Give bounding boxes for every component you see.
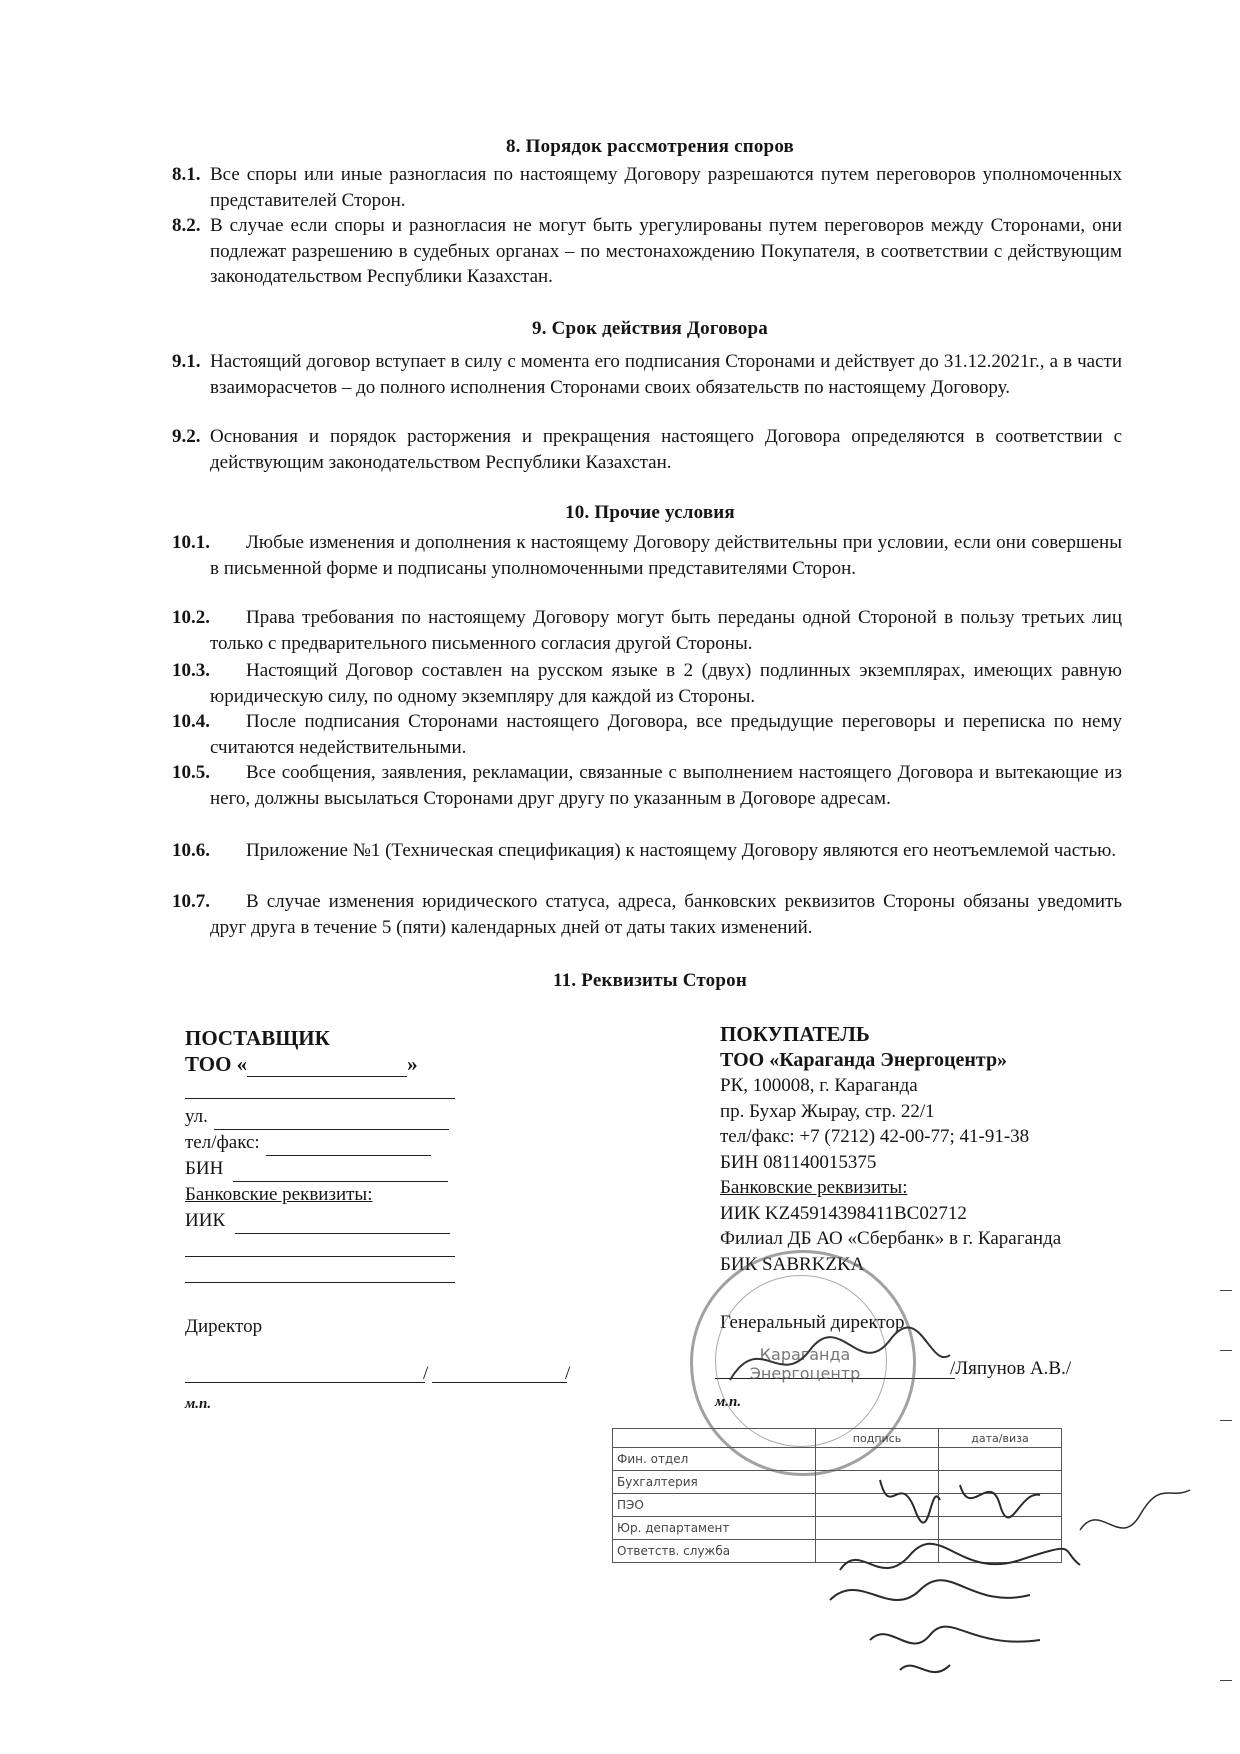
approval-dept: Ответств. служба bbox=[613, 1540, 816, 1563]
approval-dept: Бухгалтерия bbox=[613, 1471, 816, 1494]
buyer-position: Генеральный директор bbox=[720, 1312, 905, 1333]
buyer-mp: м.п. bbox=[715, 1394, 742, 1410]
approval-dept: ПЭО bbox=[613, 1494, 816, 1517]
clause-text: Настоящий договор вступает в силу с момента его подписания Сторонами и действует до 31.12.2021г., а в части взаиморасчетов – до полного исполнения Сторонами своих обязательств по настоящему Договору. bbox=[210, 351, 1122, 398]
clause-10-3 bbox=[172, 658, 1122, 709]
buyer-address-2: пр. Бухар Жырау, стр. 22/1 bbox=[720, 1100, 935, 1122]
clause-text: Основания и порядок расторжения и прекращения настоящего Договора определяются в соответствии с действующим законодательством Республики Казахстан. bbox=[210, 426, 1122, 473]
supplier-block bbox=[185, 1026, 465, 1077]
clause-9-1 bbox=[172, 349, 1122, 400]
supplier-street bbox=[185, 1104, 449, 1130]
clause-number: 10.2. bbox=[172, 607, 210, 628]
clause-10-4 bbox=[172, 709, 1122, 760]
buyer-bik: БИК SABRKZKA bbox=[720, 1253, 865, 1275]
clause-number: 10.3. bbox=[172, 660, 210, 681]
clause-8-1 bbox=[172, 162, 1122, 213]
buyer-org: ТОО «Караганда Энергоцентр» bbox=[720, 1048, 1008, 1071]
clause-10-5 bbox=[172, 760, 1122, 811]
director-signature bbox=[720, 1320, 960, 1400]
clause-number: 8.1. bbox=[172, 164, 201, 185]
clause-number: 9.2. bbox=[172, 426, 201, 447]
section-9-title: 9. Срок действия Договора bbox=[532, 318, 768, 339]
supplier-bin-label: БИН bbox=[185, 1158, 224, 1179]
clause-number: 10.1. bbox=[172, 532, 210, 553]
buyer-bin: БИН 081140015375 bbox=[720, 1151, 877, 1173]
clause-text: В случае изменения юридического статуса, адреса, банковских реквизитов Стороны обязаны уведомить друг друга в течение 5 (пяти) календарных дней от даты таких изменений. bbox=[210, 891, 1122, 938]
clause-9-2 bbox=[172, 424, 1122, 475]
clause-text: В случае если споры и разногласия не могут быть урегулированы путем переговоров между Сторонами, они подлежат разрешению в судебных органах – по местонахождению Покупателя, в соответствии с действующим законодательством Республики Казахстан. bbox=[210, 215, 1122, 287]
clause-10-1 bbox=[172, 530, 1122, 581]
buyer-bank: Филиал ДБ АО «Сбербанк» в г. Караганда bbox=[720, 1228, 1062, 1249]
supplier-mp: м.п. bbox=[185, 1396, 212, 1412]
supplier-org-prefix: ТОО « bbox=[185, 1051, 248, 1076]
section-10-title: 10. Прочие условия bbox=[565, 502, 735, 523]
supplier-sign-slash-1: / bbox=[423, 1363, 429, 1384]
stamp-text: Караганда Энергоцентр bbox=[749, 1345, 861, 1383]
approval-dept: Юр. департамент bbox=[613, 1517, 816, 1540]
supplier-org-blank bbox=[247, 1075, 407, 1077]
clause-number: 10.7. bbox=[172, 891, 210, 912]
approval-header-row bbox=[613, 1429, 1062, 1448]
supplier-org-suffix: » bbox=[407, 1051, 418, 1076]
clause-10-6 bbox=[172, 838, 1122, 864]
clause-text: Любые изменения и дополнения к настоящему Договору действительны при условии, если они совершены в письменной форме и подписаны уполномоченными представителями Сторон. bbox=[210, 532, 1122, 579]
clause-number: 10.4. bbox=[172, 711, 210, 732]
approval-header: дата/виза bbox=[939, 1429, 1062, 1448]
clause-number: 10.5. bbox=[172, 762, 210, 783]
supplier-phone-label: тел/факс: bbox=[185, 1132, 260, 1153]
clause-text: Права требования по настоящему Договору могут быть переданы одной Стороной в пользу третьих лиц только с предварительного письменного согласия другой Стороны. bbox=[210, 607, 1122, 654]
buyer-phone: тел/факс: +7 (7212) 42-00-77; 41-91-38 bbox=[720, 1126, 1030, 1147]
supplier-name-line bbox=[432, 1382, 567, 1383]
clause-text: Настоящий Договор составлен на русском языке в 2 (двух) подлинных экземплярах, имеющих равную юридическую силу, по одному экземпляру для каждой из Стороны. bbox=[210, 660, 1122, 707]
clause-text: После подписания Сторонами настоящего Договора, все предыдущие переговоры и переписка по нему считаются недействительными. bbox=[210, 711, 1122, 758]
supplier-iik-blank bbox=[235, 1232, 450, 1234]
supplier-org bbox=[185, 1052, 465, 1078]
clause-number: 9.1. bbox=[172, 351, 201, 372]
clause-8-2 bbox=[172, 213, 1122, 290]
clause-text: Приложение №1 (Техническая спецификация) к настоящему Договору являются его неотъемлемой частью. bbox=[246, 840, 1117, 861]
buyer-address-1: РК, 100008, г. Караганда bbox=[720, 1075, 918, 1096]
section-11-title: 11. Реквизиты Сторон bbox=[553, 970, 747, 991]
clause-text: Все споры или иные разногласия по настоящему Договору разрешаются путем переговоров уполномоченных представителей Сторон. bbox=[210, 164, 1122, 211]
buyer-bank-label: Банковские реквизиты: bbox=[720, 1177, 908, 1198]
supplier-org-line bbox=[185, 1098, 455, 1099]
supplier-street-label: ул. bbox=[185, 1106, 208, 1127]
clause-number: 10.6. bbox=[172, 840, 210, 861]
section-8-title: 8. Порядок рассмотрения споров bbox=[505, 136, 795, 157]
clause-10-7 bbox=[172, 889, 1122, 940]
supplier-bank-line-2 bbox=[185, 1282, 455, 1283]
supplier-iik bbox=[185, 1208, 450, 1234]
supplier-bin bbox=[185, 1156, 448, 1182]
supplier-sign-slash-2: / bbox=[565, 1363, 571, 1384]
supplier-director: Директор bbox=[185, 1316, 263, 1337]
buyer-signatory: /Ляпунов А.В./ bbox=[950, 1358, 1072, 1379]
buyer-heading: ПОКУПАТЕЛЬ bbox=[720, 1022, 870, 1046]
buyer-iik: ИИК KZ45914398411BC02712 bbox=[720, 1202, 967, 1224]
approval-header: подпись bbox=[816, 1429, 939, 1448]
approval-header bbox=[613, 1429, 816, 1448]
supplier-phone bbox=[185, 1130, 431, 1156]
supplier-heading: ПОСТАВЩИК bbox=[185, 1026, 330, 1050]
supplier-sign-line bbox=[185, 1382, 425, 1383]
buyer-block bbox=[720, 1022, 1140, 1277]
handwritten-initials bbox=[820, 1460, 1200, 1690]
supplier-iik-label: ИИК bbox=[185, 1210, 226, 1231]
supplier-bank-line-1 bbox=[185, 1256, 455, 1257]
clause-number: 8.2. bbox=[172, 215, 201, 236]
clause-10-2 bbox=[172, 605, 1122, 656]
scan-edge-marks bbox=[1212, 0, 1232, 1754]
supplier-bank-label: Банковские реквизиты: bbox=[185, 1184, 373, 1205]
approval-dept: Фин. отдел bbox=[613, 1448, 816, 1471]
clause-text: Все сообщения, заявления, рекламации, связанные с выполнением настоящего Договора и вытекающие из него, должны высылаться Сторонами друг другу по указанным в Договоре адресам. bbox=[210, 762, 1122, 809]
